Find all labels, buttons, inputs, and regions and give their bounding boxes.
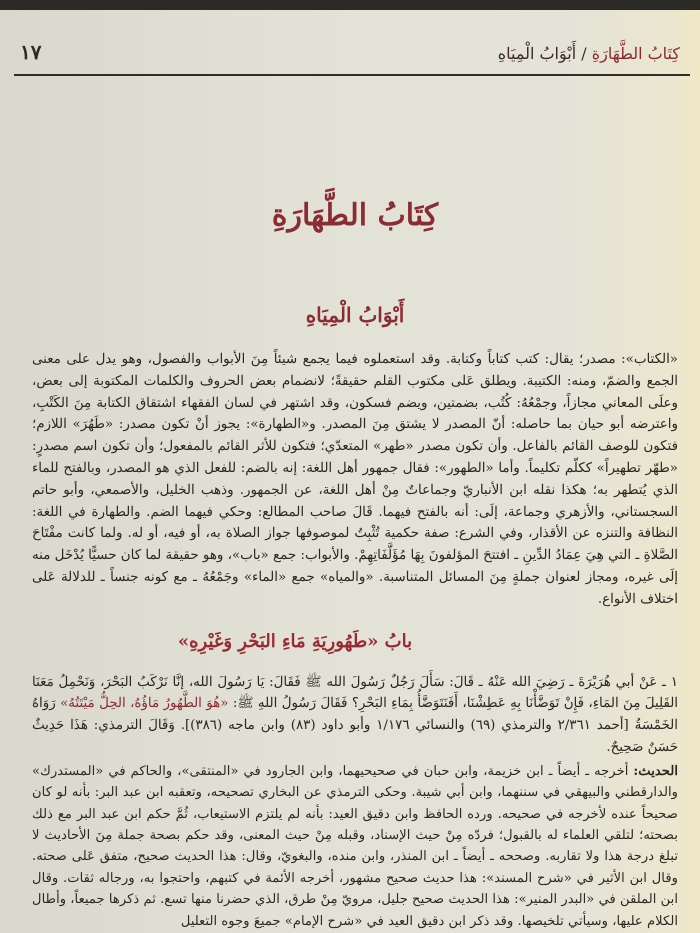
running-title-separator: / [576, 44, 592, 63]
hadith-source: رَوَاهُ الخَمْسَةُ [أحمد ٢/٣٦١ والترمذي (٦٩) والنسائي ١/١٧٦ وأبو داود (٨٣) وابن ماجه (٣٨٦)]. وَقَالَ الترمذي: هَذَا حَدِيثٌ حَسَنٌ صَحِيحٌ. [32, 696, 678, 755]
running-title-book: كِتَابُ الطَّهَارَةِ [591, 44, 680, 63]
header-rule [14, 74, 690, 76]
commentary-text: أخرجه ـ أيضاً ـ ابن خزيمة، وابن حبان في صحيحيهما، وابن الجارود في «المنتقى»، والحاكم في «المستدرك» والدارقطني والبيهقي في سننهما، وابن أبي شيبة. وحكى الترمذي عن البخاري تصحيحه، وتعقبه ابن عبد البر: بأنه لو كان صحيحاً عنده لأخرجه في صحيحه. ورده الحافظ وابن دقيق العيد: بأنه لم يلتزم الاستيعاب، ثُمَّ حكم ابن عبد البر مع ذلك بصحته؛ لتلقي العلماء له بالقبول؛ فردّه مِنْ حيث الإسناد، وقبله مِنْ حيث المعنى، وقد حكم بصحة جملة مِنَ الأحاديث لا تبلغ درجة هذا ولا تقاربه. وصححه ـ أيضاً ـ ابن المنذر، وابن منده، والبغويّ، وقال: هذا الحديث صحيح، متفق عَلى صحته. وقال ابن الأثير في «شرح المسند»: هذا حديث صحيح مشهور، أخرجه الأئمة في كتبهم، واحتجوا به، ورجاله ثقات. وقال ابن الملقن في «البدر المنير»: هذا الحديث صحيح جليل، مرويّ مِنْ طرق، الذي حضرنا منها تسع. ثم ذكرها جميعاً، وأطال الكلام عليها، وسيأتي تلخيصها. وقد ذكر ابن دقيق العيد في «شرح الإمام» جميعَ وجوه التعليل [31, 763, 678, 929]
intro-paragraph [32, 349, 678, 611]
hadith-number: ١ [670, 674, 678, 690]
commentary-block [32, 761, 678, 932]
hadith-text: ـ عَنْ أبي هُرَيْرَةَ ـ رَضِيَ الله عَنْهُ ـ قَالَ: سَأَلَ رَجُلٌ رَسُولَ الله ﷺ فَقَالَ: يَا رَسُولَ الله، إنَّا نَرْكَبُ البَحْرَ، وَنَحْمِلُ مَعَنَا القَلِيلَ مِنَ المَاءِ، فَإِنْ تَوَضَّأْنَا بِهِ عَطِشْنَا، أَفَنَتَوَضَّأُ بِمَاءِ البَحْرِ؟ فَقَالَ رَسُولُ اللهِ ﷺ: [32, 674, 678, 712]
chapter-title: أَبْوَابُ الْمِيَاهِ [305, 303, 405, 327]
intro-paragraph-text: «الكتاب»: مصدر؛ يقال: كتب كتاباً وكتابة. وقد استعملوه فيما يجمع شيئاً مِنَ الأبواب والفصول، وهو يدل على معنى الجمع والضمّ، ومنه: الكتيبة. ويطلق عَلى مكتوب القلم حقيقةً؛ لانضمام بعض الحروف والكلمات المكتوبة إلى بعض، وعلَى المعاني مجازاً، وجمْعُهُ: كُتُب، بضمتين، ويضم فسكون، وقد اشتهر في لسان الفقهاء اشتقاق الكتابة مِنَ الكَتْبِ، واعترضه أبو حيان بما حاصله: أنّ المصدر لا يشتق مِنَ المصدر. و«الطهارة»: يجوز أنْ تكون مصدر: «طَهُرَ» اللازم؛ فتكون للوصف القائم بالفاعل. وأن تكون مصدر «طهر» المتعدّي؛ فتكون للأثر القائم بالمفعول؛ وأن تكون اسم مصدرٍ: «طهّر تطهيراً» ككلّم تكليماً. وأما «الطهور»: فقال جمهور أهل اللغة: إنه بالضم: للفعل الذي هو المصدر، وبالفتح للماء الذي يُتطهر به؛ هكذا نقله ابن الأنباريّ وجماعاتٌ مِنْ أهل اللغة، عن الجمهور. وذهب الخليل، والأصمعي، وأبو حاتم السجستاني، والأزهري وجماعة، إلَى: أنه بالفتح فيهما. قَالَ صاحب المطالع: وحكي فيهما الضم. والطهارة في اللغة: النظافة والتنزه عن الأقذار، وفي الشرع: صفة حكمية تُثْبِتُ لموصوفها جواز الصلاة به، أو فيه، أو له. ولما كانت مفْتَاحَ الصَّلاةِ ـ التي هِيَ عِمَادُ الدِّينِ ـ افتتحَ المؤلفونَ بِهَا مُؤَلَّفَاتِهِمْ. والأبواب: جمع «باب»، وهو حقيقة لما كان حسيًّا يُدْخَل منه إلَى غيره، ومجاز لعنوان جملةٍ مِنَ المسائل المتناسبة. «والمياه» جمع «الماء» وجَمْعُهُ ـ مع كونه جنساً ـ للدلالة عَلى اختلاف الأنواع. [32, 352, 678, 607]
hadith-block [32, 672, 678, 759]
page-header [14, 40, 688, 74]
book-title: كِتَابُ الطَّهَارَةِ [271, 198, 439, 233]
commentary-lead: الحديث: [633, 763, 678, 779]
page-number: ١٧ [20, 40, 42, 64]
book-page [0, 10, 700, 933]
page-content [32, 80, 678, 932]
running-title-chapter: أَبْوَابُ الْمِيَاهِ [497, 44, 577, 63]
section-title: بابُ «طَهُورِيَةِ مَاءِ البَحْرِ وَغَيْرِهِ» [177, 630, 413, 652]
running-title [498, 44, 680, 63]
hadith-prophetic-saying: «هُوَ الطَّهُورُ مَاؤُهُ، الحِلُّ مَيْتَتُهُ» [60, 696, 229, 712]
